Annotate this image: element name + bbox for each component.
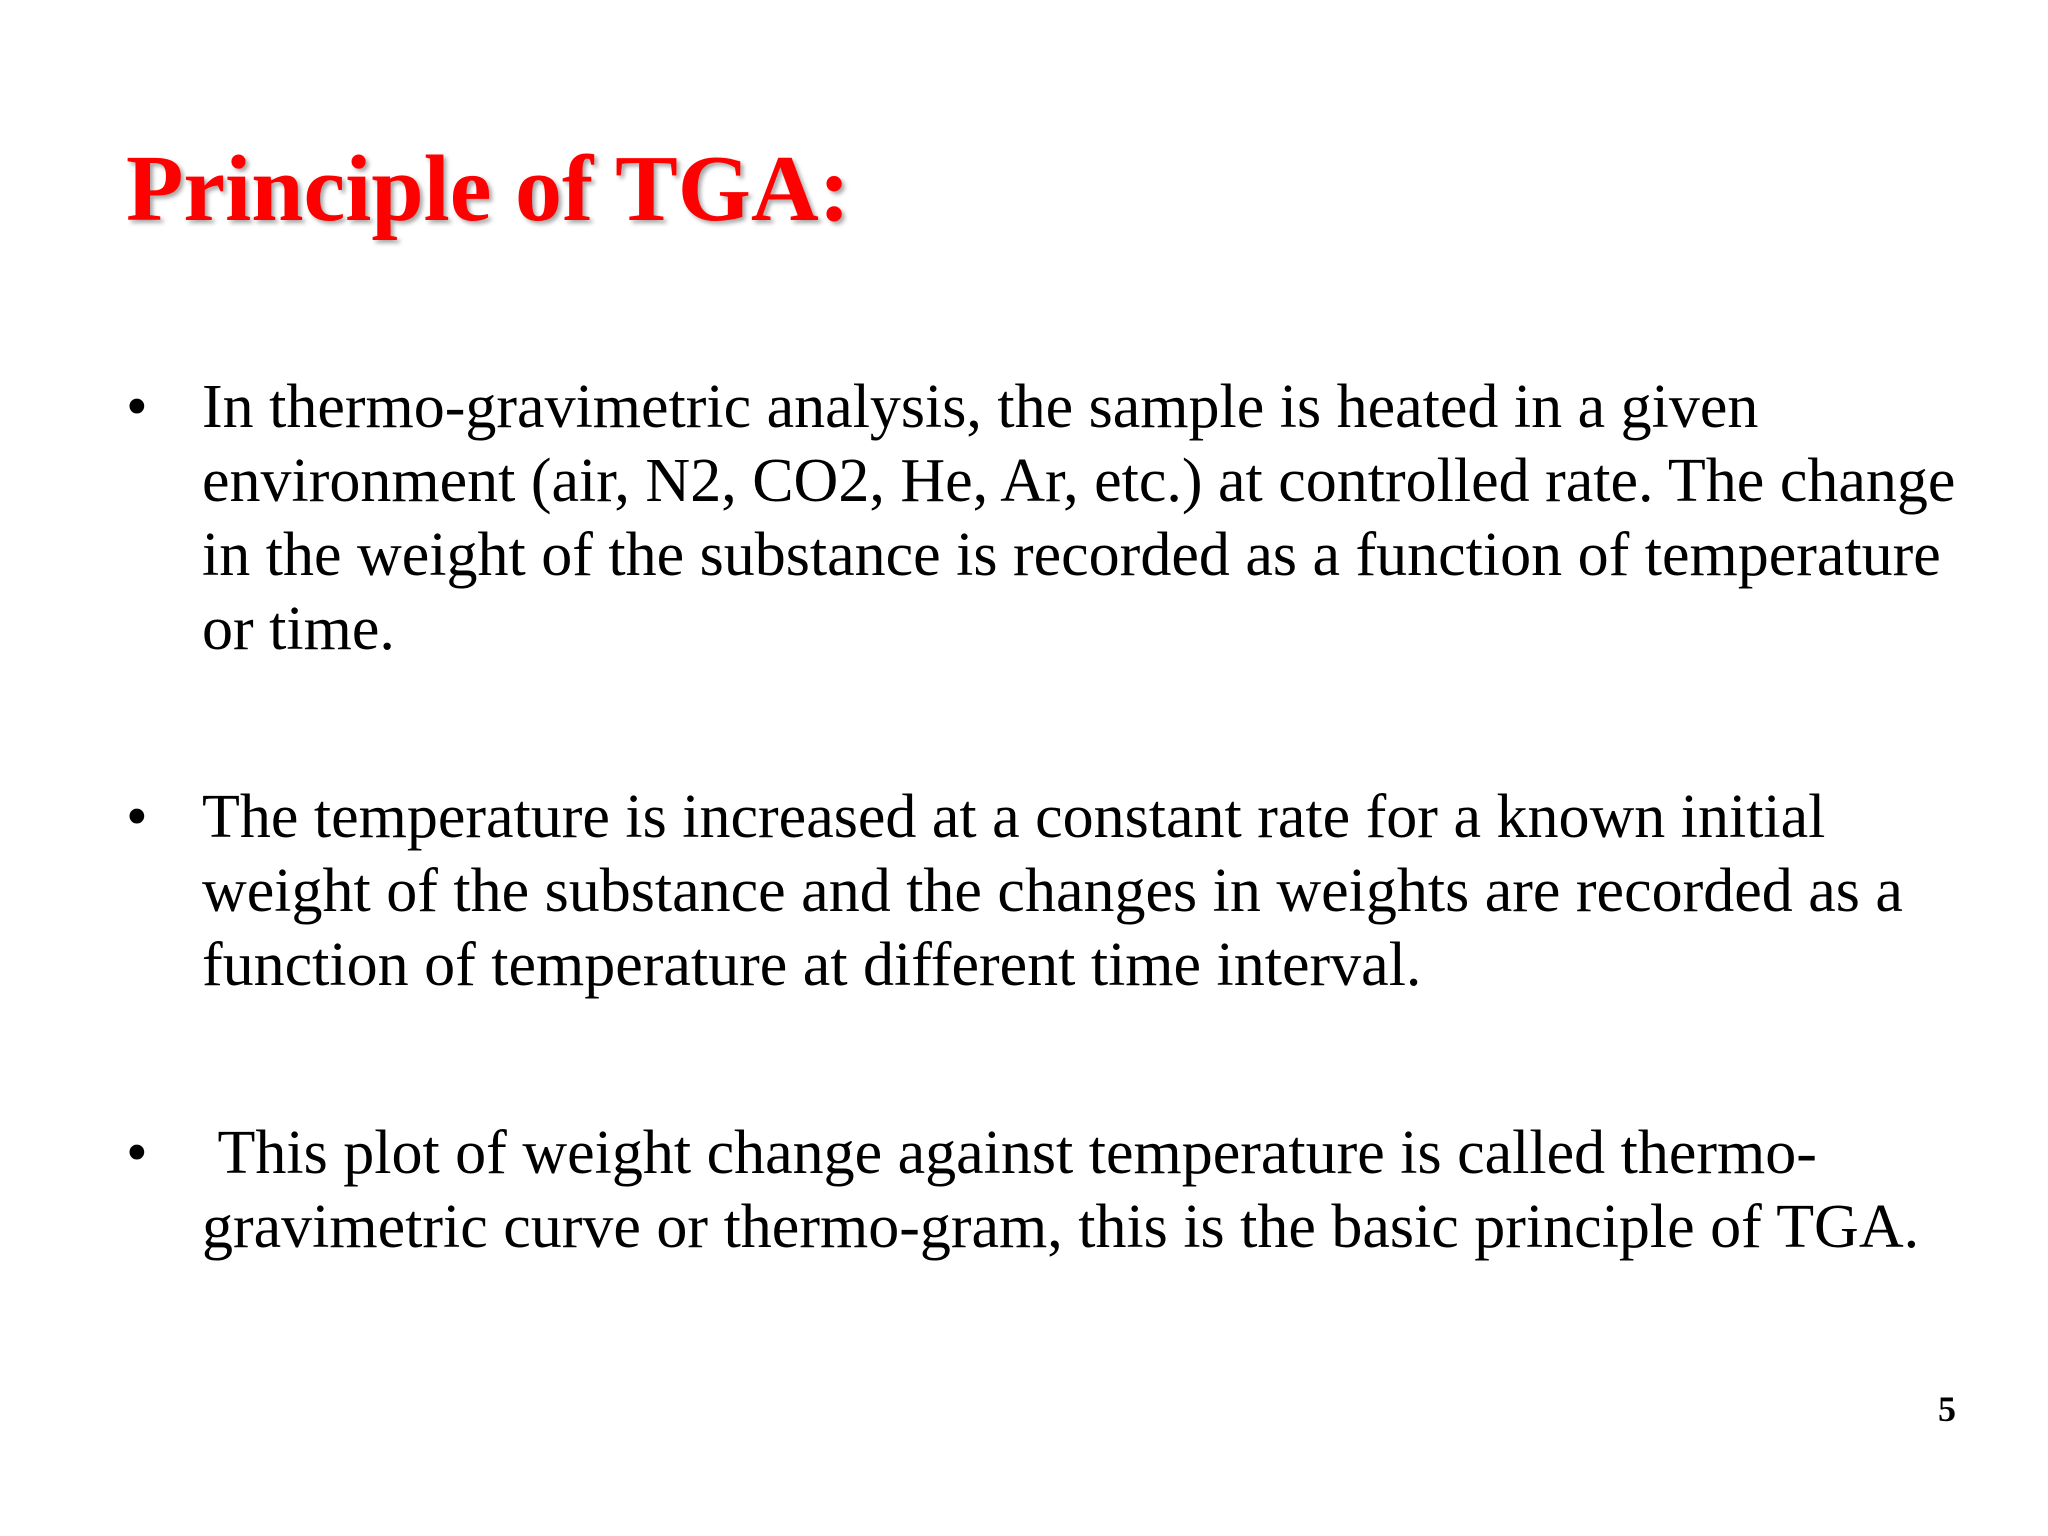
bullet-text: This plot of weight change against temperature is called thermo-gravimetric curve or thermo-gram, this is the basic principle of TGA. [202,1119,1920,1261]
bullet-marker: • [126,783,148,851]
bullet-text: The temperature is increased at a constant rate for a known initial weight of the substance and the changes in weights are recorded as a function of temperature at different time interval. [202,783,1919,999]
page-number: 5 [1938,1389,1956,1429]
bullet-marker: • [126,373,148,441]
bullet-marker: • [126,1119,148,1187]
bullet-item [126,370,1986,666]
bullet-text: In thermo-gravimetric analysis, the sample is heated in a given environment (air, N2, CO2, He, Ar, etc.) at controlled rate. The change in the weight of the substance is recorded as a function of temperature or time. [202,373,1971,663]
bullet-list [126,370,1986,1264]
bullet-item [126,1116,1986,1264]
slide-title: Principle of TGA: [126,137,851,241]
bullet-item [126,780,1986,1002]
